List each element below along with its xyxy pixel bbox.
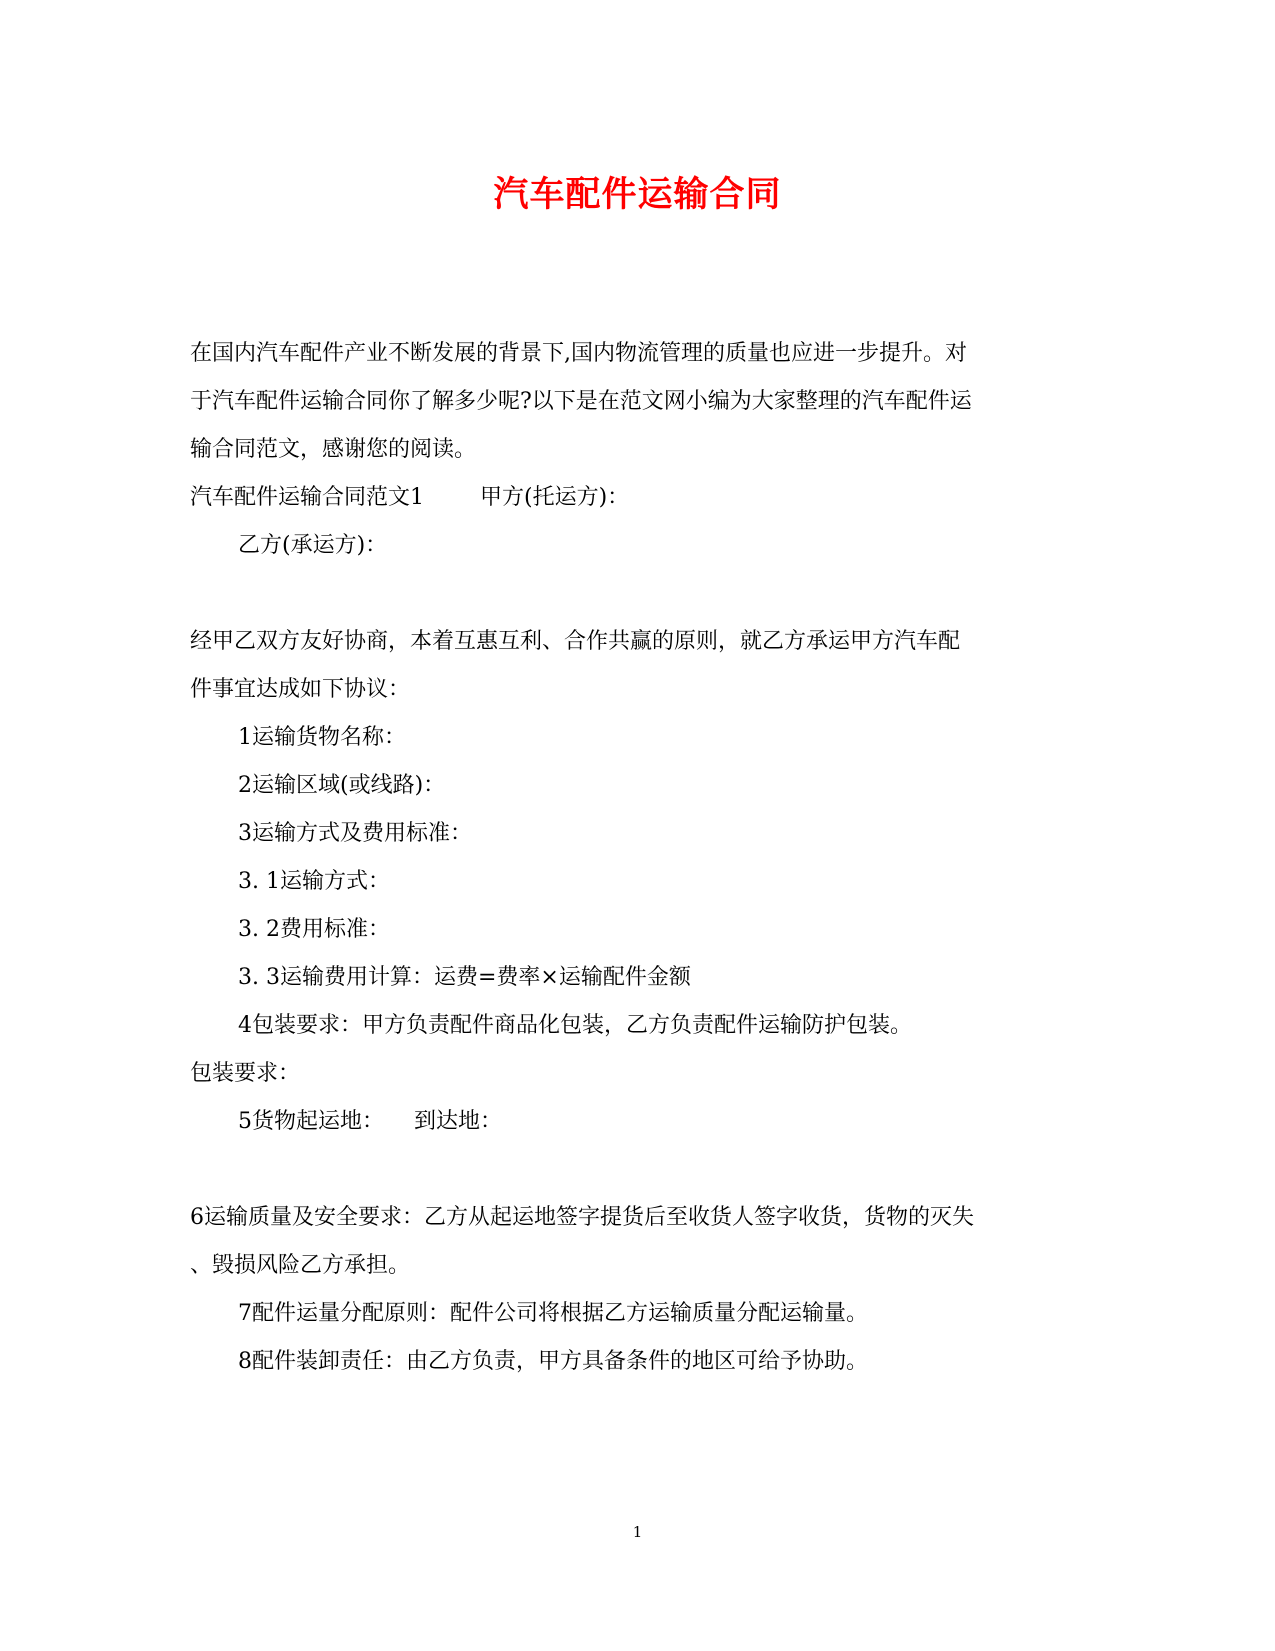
- clause-6-line-1: 6运输质量及安全要求：乙方从起运地签字提货后至收货人签字收货，货物的灭失: [190, 1205, 974, 1230]
- clause-3-3: 3. 3运输费用计算：运费=费率×运输配件金额: [238, 965, 691, 990]
- clause-1: 1运输货物名称：: [238, 725, 406, 750]
- page-number: 1: [632, 1523, 643, 1541]
- clause-8: 8配件装卸责任：由乙方负责，甲方具备条件的地区可给予协助。: [238, 1349, 868, 1374]
- clause-3: 3运输方式及费用标准：: [238, 821, 472, 846]
- clause-5: [190, 1098, 1080, 1146]
- clause-5-destination: 到达地：: [414, 1109, 503, 1134]
- clause-5-origin: 5货物起运地：: [238, 1109, 384, 1134]
- blank-line: [190, 570, 1080, 618]
- clause-3-1: 3. 1运输方式：: [238, 869, 390, 894]
- sample-heading-line: [190, 474, 1080, 522]
- clause-2: 2运输区域(或线路)：: [238, 773, 446, 798]
- sample-heading: 汽车配件运输合同范文1: [190, 485, 424, 510]
- intro-line-3: 输合同范文，感谢您的阅读。: [190, 437, 477, 462]
- intro-line-2: 于汽车配件运输合同你了解多少呢?以下是在范文网小编为大家整理的汽车配件运: [190, 389, 972, 414]
- intro-line-1: 在国内汽车配件产业不断发展的背景下,国内物流管理的质量也应进一步提升。对: [190, 341, 967, 366]
- clause-6-line-2: 、毁损风险乙方承担。: [190, 1253, 411, 1278]
- clause-3-2: 3. 2费用标准：: [238, 917, 390, 942]
- clause-4: 4包装要求：甲方负责配件商品化包装，乙方负责配件运输防护包装。: [238, 1013, 912, 1038]
- party-b-label: 乙方(承运方)：: [238, 533, 388, 558]
- blank-line-2: [190, 1146, 1080, 1194]
- agreement-line-1: 经甲乙双方友好协商，本着互惠互利、合作共赢的原则，就乙方承运甲方汽车配: [190, 629, 961, 654]
- document-title: 汽车配件运输合同: [493, 174, 782, 215]
- clause-7: 7配件运量分配原则：配件公司将根据乙方运输质量分配运输量。: [238, 1301, 868, 1326]
- agreement-line-2: 件事宜达成如下协议：: [190, 677, 411, 702]
- document-body: [190, 330, 1080, 1386]
- clause-4-continued: 包装要求：: [190, 1061, 301, 1086]
- party-a-label: 甲方(托运方)：: [480, 485, 630, 510]
